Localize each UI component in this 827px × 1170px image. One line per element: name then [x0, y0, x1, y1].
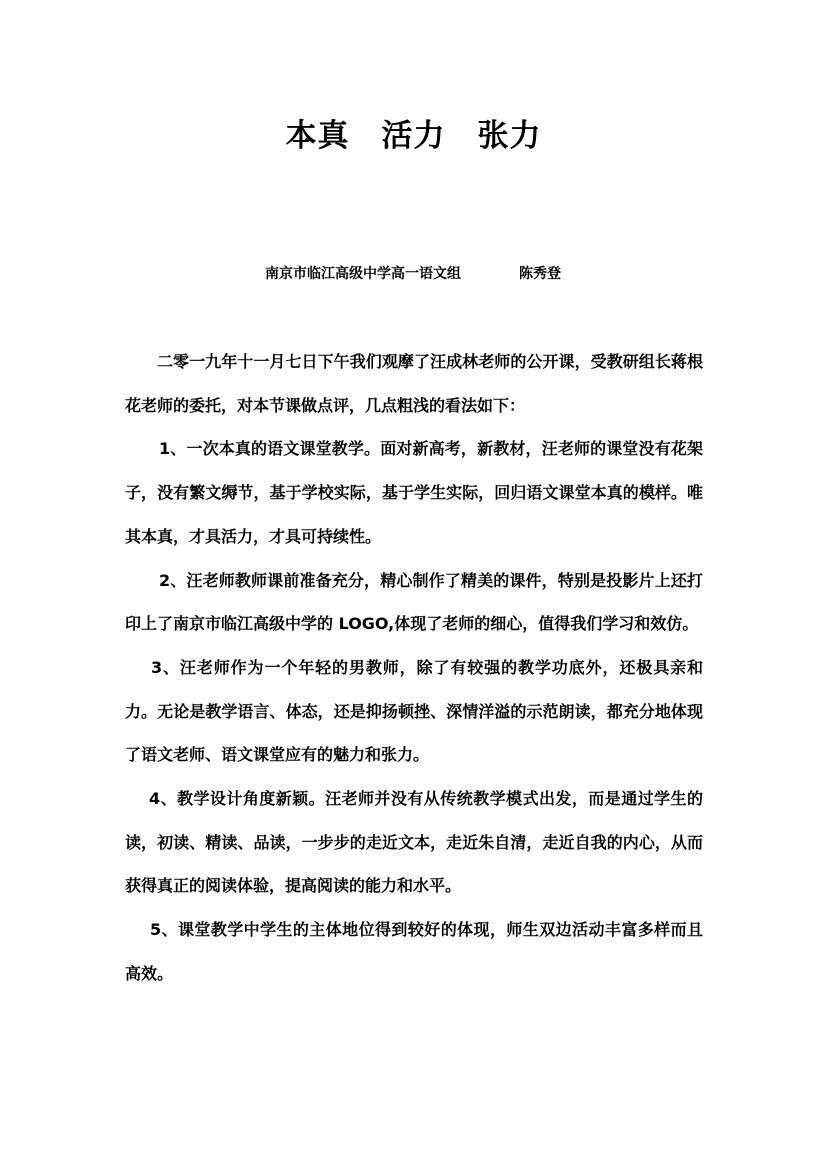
document-body — [125, 340, 703, 996]
point-3-paragraph: 3、汪老师作为一个年轻的男教师，除了有较强的教学功底外，还极具亲和力。无论是教学语言、体态，还是抑扬顿挫、深情洋溢的示范朗读，都充分地体现了语文老师、语文课堂应有的魅力和张力。 — [125, 657, 703, 765]
byline — [0, 262, 827, 286]
point-4-paragraph: 4、教学设计角度新颖。汪老师并没有从传统教学模式出发，而是通过学生的读，初读、精读、品读，一步步的走近文本，走近朱自清，走近自我的内心，从而获得真正的阅读体验，提高阅读的能力和水平。 — [125, 789, 703, 896]
byline-organization: 南京市临江高级中学高一语文组 — [265, 266, 461, 282]
point-2-paragraph: 2、汪老师教师课前准备充分，精心制作了精美的课件，特别是投影片上还打印上了南京市临江高级中学的 LOGO,体现了老师的细心，值得我们学习和效仿。 — [125, 570, 703, 634]
intro-paragraph: 二零一九年十一月七日下午我们观摩了汪成林老师的公开课，受教研组长蒋根花老师的委托，对本节课做点评，几点粗浅的看法如下： — [125, 352, 703, 415]
byline-author: 陈秀登 — [519, 266, 561, 282]
point-1-paragraph: 1、一次本真的语文课堂教学。面对新高考，新教材，汪老师的课堂没有花架子，没有繁文缛节，基于学校实际，基于学生实际，回归语文课堂本真的模样。唯其本真，才具活力，才具可持续性。 — [125, 439, 703, 546]
point-5-paragraph: 5、课堂教学中学生的主体地位得到较好的体现，师生双边活动丰富多样而且高效。 — [125, 920, 703, 983]
document-title: 本真 活力 张力 — [285, 118, 542, 154]
